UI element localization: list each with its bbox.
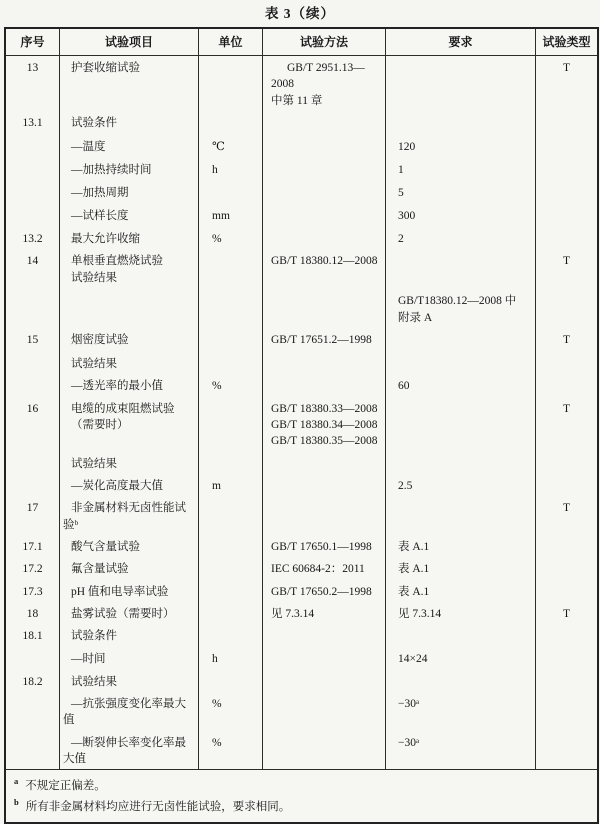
cell-unit <box>198 289 262 328</box>
cell-no <box>6 204 59 227</box>
cell-unit <box>198 602 262 624</box>
cell-no <box>6 647 59 669</box>
cell-type <box>535 111 597 135</box>
cell-unit <box>198 624 262 647</box>
table-row <box>6 111 597 135</box>
table-row <box>6 580 597 602</box>
cell-no: 17.1 <box>22 540 43 553</box>
table-row <box>6 731 597 770</box>
cell-method: GB/T 18380.12—2008 <box>262 249 385 289</box>
footnote-a <box>14 774 589 795</box>
cell-type <box>535 227 597 249</box>
cell-req: 60 <box>385 374 535 396</box>
cell-method: 见 7.3.14 <box>262 602 385 624</box>
cell-item: 非金属材料无卤性能试验ᵇ <box>59 496 198 535</box>
cell-req: 2 <box>385 227 535 249</box>
cell-no <box>6 474 59 496</box>
cell-unit <box>198 181 262 204</box>
table-row <box>6 452 597 474</box>
table-title: 表 3（续） <box>264 6 336 21</box>
cell-method: GB/T 17650.1—1998 <box>262 535 385 557</box>
cell-unit: % <box>198 731 262 770</box>
cell-type <box>535 352 597 374</box>
cell-method: IEC 60684-2：2011 <box>262 557 385 579</box>
cell-method <box>262 111 385 135</box>
cell-no: 14 <box>26 255 39 268</box>
footnote-b <box>14 795 589 816</box>
cell-type <box>535 158 597 181</box>
cell-no: 13.1 <box>22 117 43 130</box>
cell-unit <box>198 452 262 474</box>
cell-req: 14×24 <box>385 647 535 669</box>
cell-unit <box>198 397 262 452</box>
cell-req <box>385 352 535 374</box>
cell-type <box>535 135 597 158</box>
table-row <box>6 227 597 249</box>
cell-no: 17.3 <box>22 585 43 598</box>
cell-item: 试验结果 <box>59 670 198 692</box>
cell-method <box>262 135 385 158</box>
cell-no <box>6 352 59 374</box>
cell-method <box>262 352 385 374</box>
table-header-row <box>6 29 597 56</box>
cell-unit: h <box>198 647 262 669</box>
cell-req: 120 <box>385 135 535 158</box>
header-cell-item: 试验项目 <box>59 29 198 55</box>
cell-unit: h <box>198 158 262 181</box>
footnote-b-marker: b <box>14 797 19 808</box>
cell-item <box>59 289 198 328</box>
cell-req: 1 <box>385 158 535 181</box>
table-row <box>6 289 597 328</box>
table-row <box>6 624 597 647</box>
cell-type <box>535 204 597 227</box>
cell-no <box>6 374 59 396</box>
cell-unit: mm <box>198 204 262 227</box>
cell-type <box>535 535 597 557</box>
cell-type: T <box>535 602 597 624</box>
cell-item: pH 值和电导率试验 <box>59 580 198 602</box>
cell-type: T <box>535 56 597 111</box>
cell-type <box>535 731 597 770</box>
cell-method <box>262 731 385 770</box>
cell-unit <box>198 670 262 692</box>
cell-type <box>535 647 597 669</box>
cell-item: 盐雾试验（需要时） <box>59 602 198 624</box>
cell-req: GB/T18380.12—2008 中 附录 A <box>385 289 535 328</box>
cell-item: —炭化高度最大值 <box>59 474 198 496</box>
table-row <box>6 158 597 181</box>
cell-item: 单根垂直燃烧试验 试验结果 <box>59 249 198 289</box>
cell-type <box>535 557 597 579</box>
cell-no: 18.2 <box>22 675 43 688</box>
cell-no: 17.2 <box>22 563 43 576</box>
cell-method <box>262 158 385 181</box>
cell-req <box>385 56 535 111</box>
cell-method <box>262 227 385 249</box>
cell-item: 护套收缩试验 <box>59 56 198 111</box>
cell-no: 13 <box>26 62 39 75</box>
header-cell-no: 序号 <box>20 35 45 49</box>
cell-method <box>262 670 385 692</box>
footnote-a-marker: a <box>14 776 19 787</box>
cell-type <box>535 289 597 328</box>
cell-req <box>385 111 535 135</box>
cell-method <box>262 374 385 396</box>
cell-type: T <box>535 249 597 289</box>
cell-item: 试验结果 <box>59 452 198 474</box>
cell-item: 氟含量试验 <box>59 557 198 579</box>
cell-req: 2.5 <box>385 474 535 496</box>
cell-type: T <box>535 328 597 352</box>
cell-no <box>6 692 59 731</box>
cell-item: —温度 <box>59 135 198 158</box>
cell-req <box>385 397 535 452</box>
table-row <box>6 692 597 731</box>
cell-item: —透光率的最小值 <box>59 374 198 396</box>
cell-type <box>535 452 597 474</box>
cell-no: 18.1 <box>22 630 43 643</box>
footnote-b-text: 所有非金属材料均应进行无卤性能试验，要求相同。 <box>25 801 291 814</box>
cell-unit <box>198 557 262 579</box>
cell-req: 表 A.1 <box>385 535 535 557</box>
header-cell-unit: 单位 <box>198 29 262 55</box>
cell-unit <box>198 249 262 289</box>
cell-no: 18 <box>26 607 39 620</box>
cell-no <box>6 452 59 474</box>
cell-type <box>535 670 597 692</box>
cell-req: −30ᵃ <box>385 731 535 770</box>
table-row <box>6 56 597 111</box>
table-row <box>6 204 597 227</box>
table-row <box>6 557 597 579</box>
cell-unit: ℃ <box>198 135 262 158</box>
table-row <box>6 135 597 158</box>
cell-no <box>6 181 59 204</box>
cell-type <box>535 181 597 204</box>
cell-item: —断裂伸长率变化率最大值 <box>59 731 198 770</box>
cell-unit: % <box>198 692 262 731</box>
cell-method: GB/T 18380.33—2008 GB/T 18380.34—2008 GB/T 18380.35—2008 <box>262 397 385 452</box>
cell-type <box>535 580 597 602</box>
cell-unit <box>198 580 262 602</box>
cell-no: 17 <box>26 502 39 515</box>
table-row <box>6 602 597 624</box>
cell-type <box>535 374 597 396</box>
table-row <box>6 474 597 496</box>
cell-no <box>6 158 59 181</box>
cell-unit <box>198 496 262 535</box>
cell-method <box>262 181 385 204</box>
cell-item: 电缆的成束阻燃试验 （需要时） <box>59 397 198 452</box>
cell-type <box>535 692 597 731</box>
cell-unit <box>198 328 262 352</box>
cell-no: 16 <box>26 402 39 415</box>
cell-unit <box>198 535 262 557</box>
cell-item: 酸气含量试验 <box>59 535 198 557</box>
table-row <box>6 181 597 204</box>
cell-item: 最大允许收缩 <box>59 227 198 249</box>
cell-unit <box>198 352 262 374</box>
test-items-table <box>4 27 599 824</box>
cell-method <box>262 496 385 535</box>
cell-item: —时间 <box>59 647 198 669</box>
footnote-a-text: 不规定正偏差。 <box>25 780 106 793</box>
cell-req <box>385 496 535 535</box>
cell-unit: % <box>198 227 262 249</box>
cell-type: T <box>535 496 597 535</box>
cell-item: 烟密度试验 <box>59 328 198 352</box>
table-row <box>6 397 597 452</box>
cell-req: 表 A.1 <box>385 580 535 602</box>
cell-req: −30ᵃ <box>385 692 535 731</box>
cell-req <box>385 328 535 352</box>
cell-req: 见 7.3.14 <box>385 602 535 624</box>
cell-item: 试验条件 <box>59 624 198 647</box>
cell-no: 13.2 <box>22 233 43 246</box>
table-row <box>6 249 597 289</box>
cell-item: —加热持续时间 <box>59 158 198 181</box>
cell-method: GB/T 17650.2—1998 <box>262 580 385 602</box>
cell-no <box>6 731 59 770</box>
cell-type <box>535 474 597 496</box>
table-row <box>6 496 597 535</box>
cell-req <box>385 452 535 474</box>
cell-method <box>262 647 385 669</box>
footnotes <box>6 769 597 821</box>
cell-type: T <box>535 397 597 452</box>
cell-unit <box>198 56 262 111</box>
table-body <box>6 56 597 769</box>
cell-no <box>6 135 59 158</box>
cell-req <box>385 624 535 647</box>
table-row <box>6 647 597 669</box>
cell-method <box>262 692 385 731</box>
header-cell-req: 要求 <box>385 29 535 55</box>
cell-method <box>262 452 385 474</box>
cell-unit: % <box>198 374 262 396</box>
cell-unit: m <box>198 474 262 496</box>
cell-method: GB/T 2951.13—2008 中第 11 章 <box>262 56 385 111</box>
cell-item: —试样长度 <box>59 204 198 227</box>
cell-no: 15 <box>26 334 39 346</box>
cell-item: 试验结果 <box>59 352 198 374</box>
cell-method <box>262 474 385 496</box>
cell-no <box>6 289 59 328</box>
cell-type <box>535 624 597 647</box>
table-row <box>6 352 597 374</box>
cell-method <box>262 624 385 647</box>
cell-req <box>385 670 535 692</box>
cell-item: 试验条件 <box>59 111 198 135</box>
cell-req: 表 A.1 <box>385 557 535 579</box>
cell-method: GB/T 17651.2—1998 <box>262 328 385 352</box>
cell-req: 5 <box>385 181 535 204</box>
header-cell-method: 试验方法 <box>262 29 385 55</box>
table-row <box>6 374 597 396</box>
table-row <box>6 670 597 692</box>
cell-item: —加热周期 <box>59 181 198 204</box>
cell-unit <box>198 111 262 135</box>
cell-item: —抗张强度变化率最大值 <box>59 692 198 731</box>
cell-method <box>262 289 385 328</box>
cell-method <box>262 204 385 227</box>
cell-req <box>385 249 535 289</box>
header-cell-type: 试验类型 <box>535 29 597 55</box>
cell-req: 300 <box>385 204 535 227</box>
table-row <box>6 535 597 557</box>
table-row <box>6 328 597 352</box>
